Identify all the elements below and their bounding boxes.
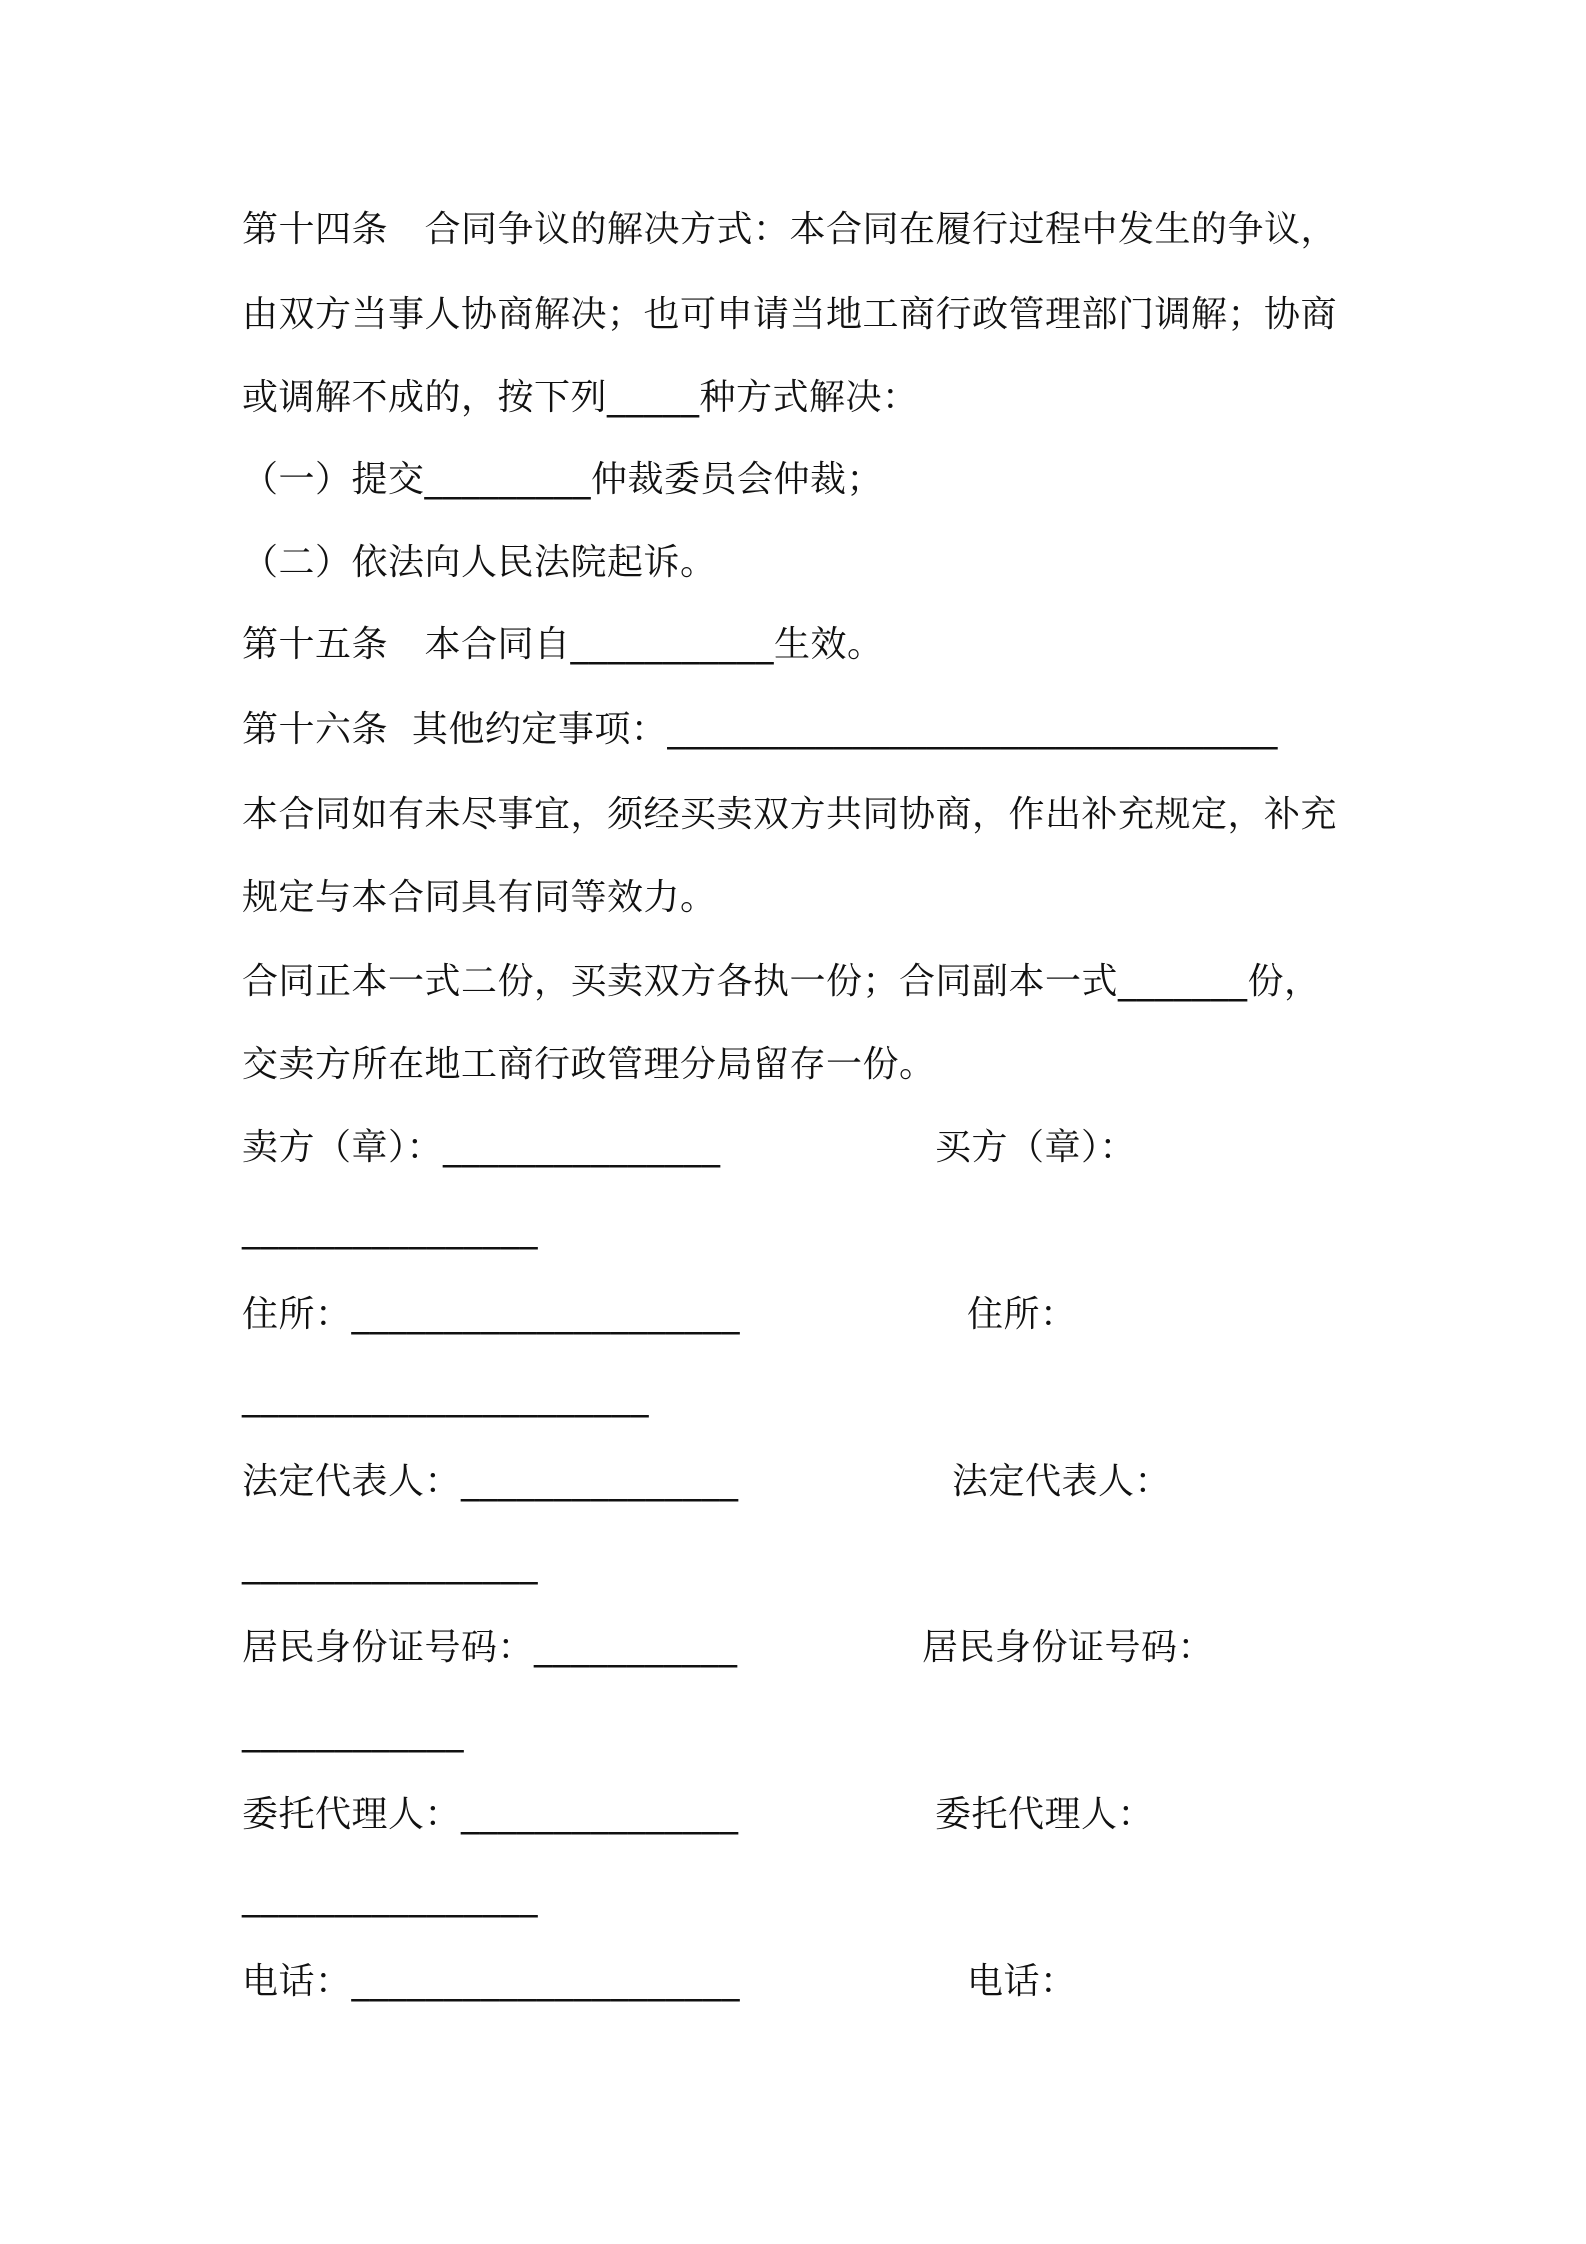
article-14-line-1: 第十四条 合同争议的解决方式：本合同在履行过程中发生的争议， xyxy=(242,209,1338,250)
buyer-agent-blank: ________________ xyxy=(242,1877,538,1918)
buyer-seal: 买方（章）： xyxy=(935,1127,1137,1168)
article-14-line-2: 由双方当事人协商解决；也可申请当地工商行政管理部门调解；协商 xyxy=(242,294,1338,335)
buyer-id: 居民身份证号码： xyxy=(922,1627,1215,1668)
copies-line-2: 交卖方所在地工商行政管理分局留存一份。 xyxy=(242,1044,936,1085)
seller-seal: 卖方（章）：_______________ xyxy=(242,1127,721,1168)
buyer-seal-blank: ________________ xyxy=(242,1209,538,1250)
seller-phone: 电话：_____________________ xyxy=(242,1961,741,2002)
seller-agent: 委托代理人：_______________ xyxy=(242,1794,739,1835)
buyer-id-blank: ____________ xyxy=(242,1712,464,1753)
buyer-address-blank: ______________________ xyxy=(242,1377,649,1418)
seller-id: 居民身份证号码：___________ xyxy=(242,1627,738,1668)
buyer-phone: 电话： xyxy=(967,1961,1077,2002)
buyer-legal-rep: 法定代表人： xyxy=(952,1461,1172,1502)
article-14-line-3: 或调解不成的，按下列_____种方式解决： xyxy=(242,377,919,418)
buyer-agent: 委托代理人： xyxy=(935,1794,1155,1835)
buyer-legal-rep-blank: ________________ xyxy=(242,1544,538,1585)
supplementary-line-2: 规定与本合同具有同等效力。 xyxy=(242,877,717,918)
article-14-option-1: （一）提交_________仲裁委员会仲裁； xyxy=(242,459,884,500)
supplementary-line-1: 本合同如有未尽事宜，须经买卖双方共同协商，作出补充规定，补充 xyxy=(242,794,1338,835)
article-14-option-2: （二）依法向人民法院起诉。 xyxy=(242,542,717,583)
article-15: 第十五条 本合同自___________生效。 xyxy=(242,624,884,665)
buyer-address: 住所： xyxy=(967,1294,1077,1335)
seller-legal-rep: 法定代表人：_______________ xyxy=(242,1461,739,1502)
article-16: 第十六条 其他约定事项：_________________________________ xyxy=(242,709,1278,750)
seller-address: 住所：_____________________ xyxy=(242,1294,741,1335)
copies-line-1: 合同正本一式二份，买卖双方各执一份；合同副本一式_______份， xyxy=(242,961,1321,1002)
